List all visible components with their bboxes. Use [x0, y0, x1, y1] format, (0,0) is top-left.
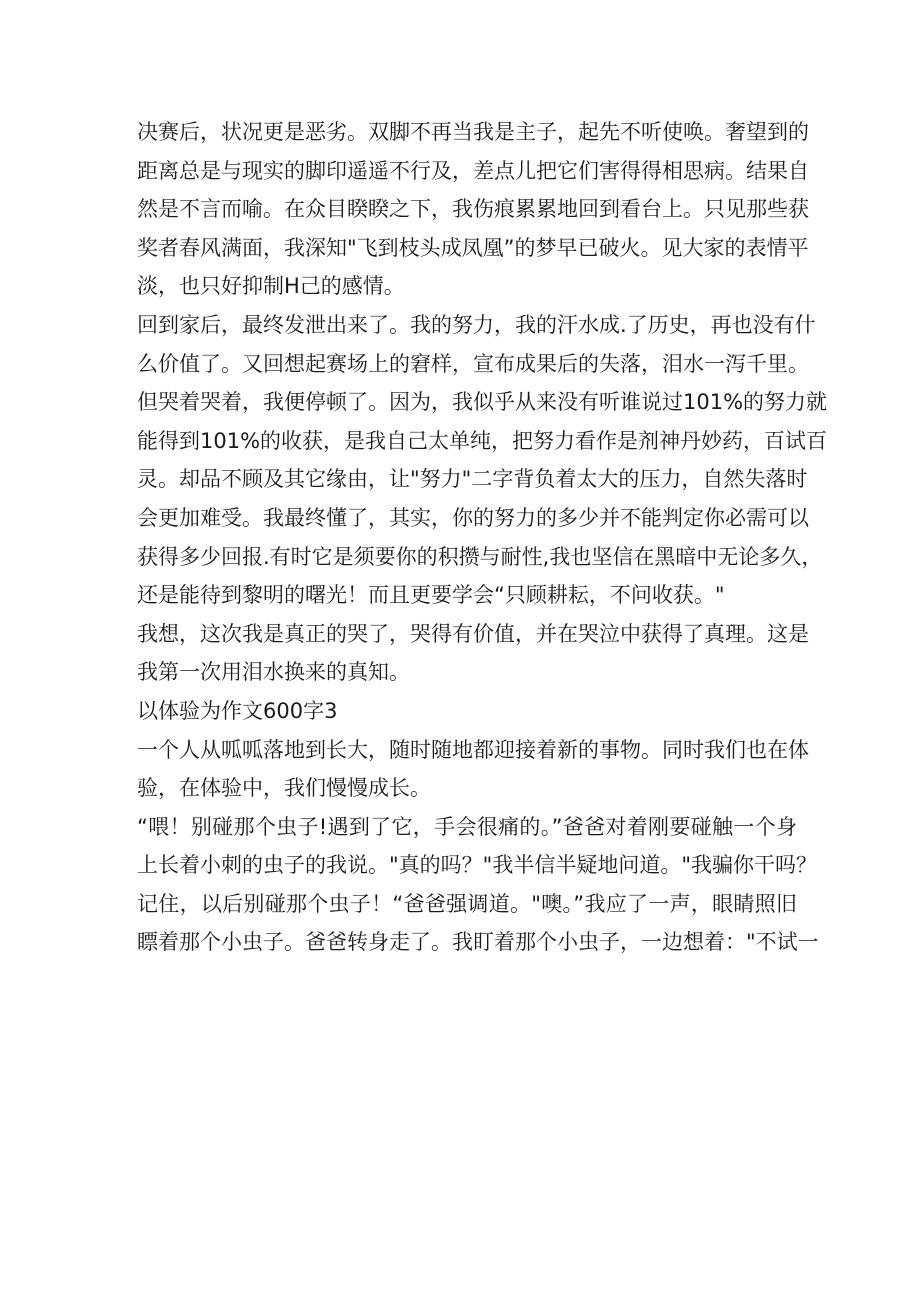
text-line: 获得多少回报.有时它是须要你的积攒与耐性,我也坚信在黑暗中无论多久，: [137, 544, 823, 569]
text-line: 一个人从呱呱落地到长大，随时随地都迎接着新的事物。同时我们也在体: [137, 737, 809, 762]
text-line: 我想，这次我是真正的哭了，哭得有价值，并在哭泣中获得了真理。这是: [137, 621, 809, 646]
text-line: 瞟着那个小虫子。爸爸转身走了。我盯着那个小虫子，一边想着："不试一: [137, 930, 819, 955]
document-body: [137, 113, 828, 962]
text-line: 以体验为作文600字3: [137, 698, 338, 723]
text-line: 上长着小刺的虫子的我说。"真的吗？"我半信半疑地问道。"我骗你干吗？: [137, 853, 817, 878]
text-line: 回到家后，最终发泄出来了。我的努力，我的汗水成.了历史，再也没有什: [137, 312, 816, 337]
text-line: 奖者春风满面，我深知"飞到枝头成凤凰”的梦早已破火。见大家的表情平: [137, 235, 809, 260]
text-line: 淡，也只好抑制H己的感情。: [137, 274, 405, 299]
text-line: 会更加难受。我最终懂了，其实，你的努力的多少并不能判定你必需可以: [137, 505, 809, 530]
text-line: 么价值了。又回想起赛场上的窘样，宣布成果后的失落，泪水一泻千里。: [137, 351, 809, 376]
text-line: 还是能待到黎明的曙光！而且更要学会“只顾耕耘，不问收获。": [137, 583, 725, 608]
text-line: 我第一次用泪水换来的真知。: [137, 660, 410, 685]
text-line: 然是不言而喻。在众目睽睽之下，我伤痕累累地回到看台上。只见那些获: [137, 197, 809, 222]
text-line: 记住，以后别碰那个虫子！“爸爸强调道。"噢。”我应了一声，眼睛照旧: [137, 891, 797, 916]
text-line: 灵。却品不顾及其它缘由，让"努力"二字背负着太大的压力，自然失落时: [137, 467, 808, 492]
text-line: “喂！别碰那个虫子!遇到了它，手会很痛的。”爸爸对着刚要碰触一个身: [137, 814, 797, 839]
text-line: 决赛后，状况更是恶劣。双脚不再当我是主子，起先不听使唤。奢望到的: [137, 120, 809, 144]
text-line: 验，在体验中，我们慢慢成长。: [137, 776, 431, 801]
text-line: 能得到101%的收获，是我自己太单纯，把努力看作是剂神丹妙药，百试百: [137, 428, 828, 453]
text-line: 但哭着哭着，我便停顿了。因为，我似乎从来没有听谁说过101%的努力就: [137, 390, 828, 415]
text-line: 距离总是与现实的脚印遥遥不行及，差点儿把它们害得得相思病。结果自: [137, 158, 809, 183]
